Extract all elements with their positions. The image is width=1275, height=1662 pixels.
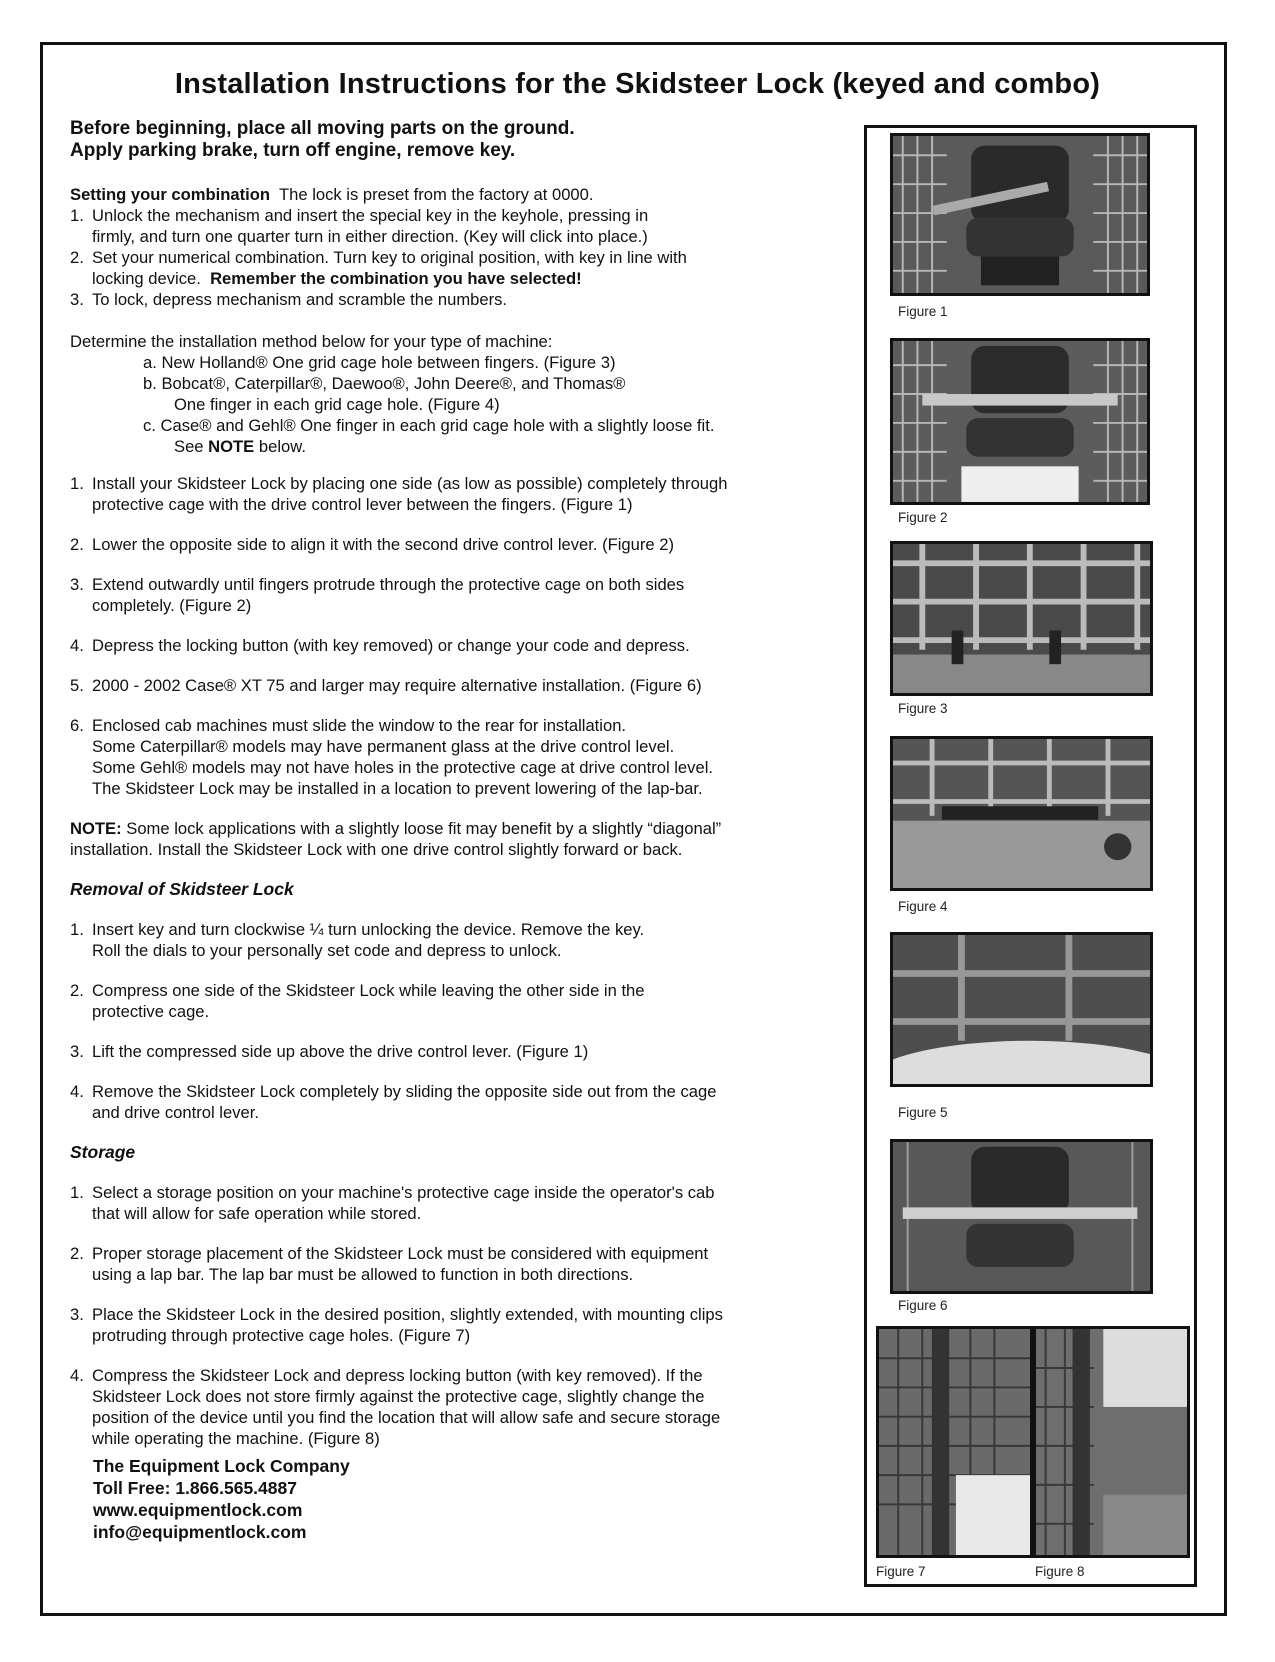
removal-step (70, 919, 830, 961)
method-b-detail: One finger in each grid cage hole. (Figure 4) (174, 395, 500, 414)
step-line: protective cage. (92, 1002, 210, 1021)
method-b: b. Bobcat®, Caterpillar®, Daewoo®, John Deere®, and Thomas® (143, 374, 626, 393)
method-c-note: NOTE (208, 437, 255, 456)
step-line: Compress the Skidsteer Lock and depress locking button (with key removed). If the (92, 1366, 703, 1385)
figure-2-caption: Figure 2 (898, 510, 948, 525)
step-line: Some Gehl® models may not have holes in the protective cage at drive control level. (92, 758, 713, 777)
step-number: 6. (70, 716, 84, 735)
step-text (92, 1304, 830, 1346)
step-line: Select a storage position on your machine's protective cage inside the operator's cab (92, 1183, 715, 1202)
step-number: 3. (70, 290, 84, 309)
method-c-see: See (174, 437, 204, 456)
step-line: Skidsteer Lock does not store firmly against the protective cage, slightly change the (92, 1387, 705, 1406)
step-text (92, 1243, 830, 1285)
method-intro: Determine the installation method below for your type of machine: (70, 332, 553, 351)
step-text (92, 205, 830, 247)
step-text: 2000 - 2002 Case® XT 75 and larger may require alternative installation. (Figure 6) (92, 676, 702, 695)
step-line: Roll the dials to your personally set code and depress to unlock. (92, 941, 562, 960)
figure-6-photo (890, 1139, 1153, 1294)
step-line: protruding through protective cage holes. (Figure 7) (92, 1326, 471, 1345)
removal-step (70, 1041, 830, 1062)
lock-installed-illustration (893, 341, 1147, 502)
storage-position-illustration (879, 1329, 1030, 1555)
step-number: 2. (70, 535, 84, 554)
step-line: Unlock the mechanism and insert the special key in the keyhole, pressing in (92, 206, 649, 225)
website-link[interactable]: www.equipmentlock.com (93, 1500, 303, 1520)
step-text (92, 1182, 830, 1224)
step-number: 1. (70, 474, 84, 493)
step-line: Extend outwardly until fingers protrude through the protective cage on both sides (92, 575, 685, 594)
storage-heading: Storage (70, 1142, 136, 1162)
method-a: a. New Holland® One grid cage hole between fingers. (Figure 3) (143, 353, 616, 372)
step-number: 1. (70, 1183, 84, 1202)
step-line: Insert key and turn clockwise ¼ turn unlocking the device. Remove the key. (92, 920, 645, 939)
figure-4-photo (890, 736, 1153, 891)
step-line: The Skidsteer Lock may be installed in a location to prevent lowering of the lap-bar. (92, 779, 703, 798)
step-number: 2. (70, 981, 84, 1000)
step-line: Place the Skidsteer Lock in the desired position, slightly extended, with mounting clips (92, 1305, 723, 1324)
step-text (92, 1081, 830, 1123)
company-name: The Equipment Lock Company (93, 1456, 350, 1476)
figure-7-caption: Figure 7 (876, 1564, 926, 1579)
step-text: Depress the locking button (with key removed) or change your code and depress. (92, 636, 690, 655)
install-step (70, 574, 830, 616)
grid-cage-closeup-illustration (893, 544, 1150, 693)
step-text: Lift the compressed side up above the drive control lever. (Figure 1) (92, 1042, 589, 1061)
cab-seat-illustration (893, 136, 1147, 293)
figure-5-photo (890, 932, 1153, 1087)
step-text (92, 574, 830, 616)
step-line: that will allow for safe operation while stored. (92, 1204, 422, 1223)
safety-warning (70, 118, 830, 162)
remember-combination-text: Remember the combination you have selected! (210, 269, 582, 288)
secure-storage-illustration (1036, 1329, 1187, 1555)
step-line: while operating the machine. (Figure 8) (92, 1429, 380, 1448)
step-text (92, 1365, 830, 1449)
step-line: Set your numerical combination. Turn key to original position, with key in line with (92, 248, 687, 267)
warning-line-2: Apply parking brake, turn off engine, remove key. (70, 140, 516, 161)
step-number: 4. (70, 1366, 84, 1385)
combination-heading: Setting your combination (70, 185, 271, 204)
combination-intro (70, 184, 830, 205)
phone-number: Toll Free: 1.866.565.4887 (93, 1478, 297, 1498)
install-step (70, 473, 830, 515)
install-step (70, 675, 830, 696)
figure-2-photo (890, 338, 1150, 505)
removal-step (70, 1081, 830, 1123)
step-line: Install your Skidsteer Lock by placing one side (as low as possible) completely through (92, 474, 728, 493)
page-title: Installation Instructions for the Skidsteer Lock (keyed and combo) (174, 68, 1101, 100)
note-paragraph (70, 818, 830, 860)
step-number: 1. (70, 920, 84, 939)
step-text (92, 919, 830, 961)
loose-fit-closeup-illustration (893, 935, 1150, 1084)
step-number: 2. (70, 248, 84, 267)
method-c: c. Case® and Gehl® One finger in each grid cage hole with a slightly loose fit. (143, 416, 715, 435)
combination-preset-text: The lock is preset from the factory at 0000. (278, 185, 594, 204)
storage-step (70, 1243, 830, 1285)
figure-5-caption: Figure 5 (898, 1105, 948, 1120)
step-text (92, 715, 830, 799)
step-number: 4. (70, 636, 84, 655)
combination-step (70, 205, 830, 247)
step-line: Some Caterpillar® models may have permanent glass at the drive control level. (92, 737, 675, 756)
email-link[interactable]: info@equipmentlock.com (93, 1522, 307, 1542)
step-line: position of the device until you find the location that will allow safe and secure storage (92, 1408, 721, 1427)
figure-6-caption: Figure 6 (898, 1298, 948, 1313)
step-line: Remove the Skidsteer Lock completely by sliding the opposite side out from the cage (92, 1082, 717, 1101)
method-c-detail (70, 436, 830, 457)
install-step (70, 534, 830, 555)
figure-8-caption: Figure 8 (1035, 1564, 1085, 1579)
contact-block (93, 1455, 830, 1543)
step-line: protective cage with the drive control lever between the fingers. (Figure 1) (92, 495, 633, 514)
step-text (92, 247, 830, 289)
note-label: NOTE: (70, 819, 122, 838)
storage-step (70, 1304, 830, 1346)
removal-step (70, 980, 830, 1022)
figure-7-photo (876, 1326, 1033, 1558)
method-c-below: below. (258, 437, 306, 456)
storage-step (70, 1365, 830, 1449)
figure-8-photo (1033, 1326, 1190, 1558)
step-number: 4. (70, 1082, 84, 1101)
step-line: Compress one side of the Skidsteer Lock while leaving the other side in the (92, 981, 645, 1000)
figure-4-caption: Figure 4 (898, 899, 948, 914)
storage-step (70, 1182, 830, 1224)
install-step (70, 715, 830, 799)
step-number: 5. (70, 676, 84, 695)
step-number: 3. (70, 1042, 84, 1061)
step-number: 3. (70, 1305, 84, 1324)
step-number: 3. (70, 575, 84, 594)
step-line: using a lap bar. The lap bar must be allowed to function in both directions. (92, 1265, 634, 1284)
step-line: and drive control lever. (92, 1103, 259, 1122)
removal-heading: Removal of Skidsteer Lock (70, 879, 294, 899)
combination-step (70, 247, 830, 289)
step-line: Enclosed cab machines must slide the window to the rear for installation. (92, 716, 627, 735)
step-line: completely. (Figure 2) (92, 596, 252, 615)
step-text (92, 980, 830, 1022)
step-line: firmly, and turn one quarter turn in either direction. (Key will click into place.) (92, 227, 648, 246)
note-line: Some lock applications with a slightly loose fit may benefit by a slightly “diagonal” (126, 819, 722, 838)
figure-1-photo (890, 133, 1150, 296)
step-number: 1. (70, 206, 84, 225)
note-line: installation. Install the Skidsteer Lock with one drive control slightly forward or back. (70, 840, 683, 859)
figure-1-caption: Figure 1 (898, 304, 948, 319)
alternative-install-illustration (893, 1142, 1150, 1291)
install-step (70, 635, 830, 656)
step-line: Proper storage placement of the Skidsteer Lock must be considered with equipment (92, 1244, 709, 1263)
step-number: 2. (70, 1244, 84, 1263)
instructions-column (70, 118, 830, 1543)
figure-3-photo (890, 541, 1153, 696)
step-text: Lower the opposite side to align it with the second drive control lever. (Figure 2) (92, 535, 675, 554)
step-line: locking device. (92, 269, 201, 288)
finger-in-cage-illustration (893, 739, 1150, 888)
figure-3-caption: Figure 3 (898, 701, 948, 716)
step-text (92, 473, 830, 515)
step-text: To lock, depress mechanism and scramble the numbers. (92, 290, 508, 309)
warning-line-1: Before beginning, place all moving parts on the ground. (70, 118, 575, 139)
combination-step (70, 289, 830, 310)
